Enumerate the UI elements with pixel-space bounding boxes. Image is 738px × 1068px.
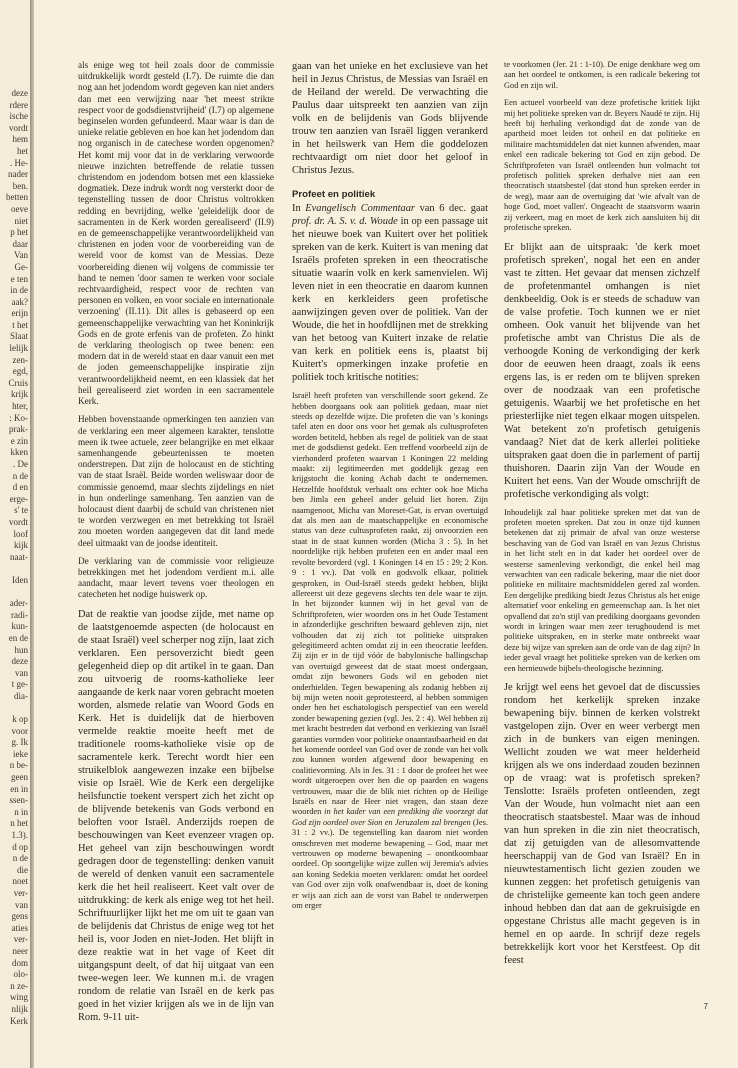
paragraph: Hebben bovenstaande opmerkingen ten aanzien van de verklaring een meer algemeen karakter, tenslotte meen ik twee actuele, zeer belangrijke en met elkaar samenhangende gebeurtenissen te moeten onderstrepen. Dat zijn de holocaust en de stichting van de staat Israël. Beide worden weliswaar door de commissie genoemd, maar slechts zijdelings en niet in hun onderlinge samenhang. Ten aanzien van de holocaust dient daarbij de schuld van christenen niet te worden verzwegen en met betrekking tot Israël zou moeten worden aangegeven dat dit land mede deel uitmaakt van de joodse identiteit. bbox=[78, 414, 274, 548]
previous-page-fragment: n de bbox=[12, 853, 28, 864]
section-heading: Profeet en politiek bbox=[292, 189, 376, 200]
column-middle bbox=[292, 60, 488, 919]
previous-page-fragment: ver- bbox=[13, 934, 28, 945]
previous-page-fragment: d en bbox=[12, 482, 28, 493]
previous-page-fragment: prak- bbox=[9, 424, 28, 435]
paragraph: Er blijkt aan de uitspraak: 'de kerk moet profetisch spreken', nogal het een en ander vast te zitten. Het gevaar dat mensen zichzelf de profetenmantel omhangen is niet denkbeeldig. Ook is er steeds de schaduw van de valse profetie. Toch kunnen we er niet omheen. Ook vanuit het blijvende van het profetische ambt van Christus Die als de verhoogde Koning de verkondiging der kerk door de eeuwen heen draagt, zoals ik eens ergens las, is er reden om te blijven spreken over de noodzaak van een profetische getuigenis. Waarbij we het profetische en het priesterlijke niet tegen elkaar mogen uitspelen. Wat betekent zo'n profetisch getuigenis vandaag? Niet dat de kerk allerlei politieke uitspraken gaat doen die in parlement of partij thuishoren. Daarin zijn Van der Woude en Kuitert het eens. Van der Woude omschrijft de profetische verkondiging als volgt: bbox=[504, 241, 700, 500]
paragraph: als enige weg tot heil zoals door de commissie uitdrukkelijk wordt gesteld (I.7). De ruimte die dan nog aan het jodendom wordt gegeven kan niet anders dan met een verwijzing naar 'het meest strikte respect voor de godsdienstvrijheid' (I.7) op algemene beginselen worden gefundeerd. Maar waar is dan de unieke relatie gebleven en hoe kan het jodendom dan nog organisch in de catechese worden opgenomen? Het komt mij voor dat in de verklaring verwoorde nieuwe inzichten betreffende de relatie tussen christendom en jodendom botsen met een klassieke dogmatiek. Deze indruk wordt nog versterkt door de tegenstelling tussen de door Christus voltrokken redding en bevrijding, welke 'geleidelijk door de sacramenten in de Kerk worden gerealiseerd' (II.9) en de gemeenschappelijke verantwoordelijkheid van christenen en joden voor de voorbereiding van de wereld voor de komst van de Messias. Deze voorbereiding dienen wij volgens de commissie ter hand te nemen 'door samen te werken voor sociale rechtvaardigheid, respect voor de rechten van personen en volken, en voor sociale en internationale verzoening' (II.11). Dit alles is gebaseerd op een gemeenschappelijke verwachting van het Koninkrijk Gods en de grote erfenis van de profeten. Zo hinkt de verklaring theologisch op twee benen: een modern dat in de wereld staat en daar vanuit een met de joden gemeenschappelijke inspiratie zijn verantwoordelijkheid neemt, en een klassiek dat het heil gerealiseerd ziet worden in een sacramentele Kerk. bbox=[78, 60, 274, 407]
previous-page-fragment: ader- bbox=[9, 598, 28, 609]
previous-page-fragment: n ze- bbox=[10, 980, 28, 991]
quotation: te voorkomen (Jer. 21 : 1-10). De enige denkbare weg om aan het oordeel te ontkomen, is een radicale bekering tot God en zijn wil. bbox=[504, 60, 700, 90]
previous-page-fragment: . He- bbox=[10, 157, 28, 168]
previous-page-fragment: betten bbox=[6, 192, 28, 203]
previous-page-fragment: aties bbox=[11, 922, 28, 933]
previous-page-fragment: erge- bbox=[9, 493, 28, 504]
previous-page-fragment: van bbox=[15, 899, 28, 910]
previous-page-fragment: n het bbox=[10, 818, 28, 829]
publication-title: Evangelisch Commentaar bbox=[305, 203, 415, 215]
document-page bbox=[34, 0, 738, 1068]
previous-page-fragment: nader bbox=[8, 169, 28, 180]
previous-page-fragment: naat- bbox=[10, 551, 28, 562]
previous-page-fragment: n de bbox=[12, 470, 28, 481]
previous-page-fragment: ssen- bbox=[9, 795, 28, 806]
previous-page-fragment: erijn bbox=[11, 308, 28, 319]
previous-page-fragment: dom bbox=[11, 957, 28, 968]
previous-page-fragment: Van bbox=[14, 250, 28, 261]
previous-page-fragment: 1.3). bbox=[11, 830, 28, 840]
previous-page-fragment: vordt bbox=[9, 122, 28, 133]
previous-page-fragment: hun bbox=[14, 644, 28, 655]
previous-page-fragment: die bbox=[17, 864, 28, 875]
paragraph: De verklaring van de commissie voor religieuze betrekkingen met het jodendom verdient m.i. alle aandacht, maar levert tevens voer theologen en catecheten het nodige huiswerk op. bbox=[78, 555, 274, 600]
previous-page-fragment: ieke bbox=[13, 748, 28, 759]
quotation: Een actueel voorbeeld van deze profetische kritiek lijkt mij het politieke spreken van dr. Beyers Naudé te zijn. Hij heeft bij herhaling verkondigd dat de zonde van de apartheid moet leiden tot onheil en dat politieke en militaire machtsmiddelen dat niet kunnen afwenden, maar enkel een radicale bekering tot God en zijn gebod. De Schriftprofeten van Israël ontleenden hun volmacht tot profetisch politiek spreken derhalve niet aan een theocratisch staatsbestel (dat stond hun spreken eerder in de weg), maar aan de overtuiging dat 'wie afvalt van de hoge God, moet vallen'. Ongeacht de staatsvorm waarin zij verkeert, mag en moet de kerk zich aansluiten bij dit profetische spreken. bbox=[504, 98, 700, 233]
paragraph: Je krijgt wel eens het gevoel dat de discussies rondom het kerkelijk spreken inzake bewapening bijv. binnen de kerken volstrekt vastgelopen zijn. Over en weer verbergt men zich in de bunkers van eigen meningen. Wellicht zouden we wat meer helderheid krijgen als we ons inderdaad zouden bezinnen op de vraag: wat is profetisch spreken? Tenslotte: Israëls profeten ontleenden, zegt Van der Woude, hun volmacht niet aan een theocratisch staatsbestel. Maar was de inhoud van hun spreken in die zin niet theocratisch, dat zij getuigden van de allesomvattende heerschappij van de God van Israël? En in nieuwtestamentisch licht gezien zouden we kunnen zeggen: het profetisch getuigenis van de christelijke gemeente kan toch geen andere inhoud hebben dan dat aan de gekruisigde en opgestane Christus alle macht gegeven is in hemel en op aarde. In schrijf deze regels betrekkelijk kort voor het Kerstfeest. Op dit feest bbox=[504, 682, 700, 966]
text: in op een passage uit het nieuwe boek van Kuitert over het politiek spreken van de kerk. Kuitert is van mening dat Israëls profeten spreken in een theocratische situatie waarin volk en kerk samenvielen. Wij leven niet in een theocratie en daarom kunnen kerk en kerkleiders geen profetische aanwijzingen geven over de politiek. Van der Woude, die het in hoofdlijnen met de strekking van het betoog van Kuitert inzake de relatie van kerk en politiek eens is, plaatst bij Kuitert's opmerkingen inzake profetie en politiek toch kritische notities: bbox=[292, 216, 488, 384]
previous-page-fragment: rdere bbox=[9, 99, 28, 110]
previous-page-fragment bbox=[0, 587, 30, 599]
previous-page-fragment: kken bbox=[10, 447, 28, 458]
paragraph bbox=[292, 202, 488, 384]
previous-page-fragment: oeve bbox=[11, 203, 28, 214]
quotation: Inhoudelijk zal haar politieke spreken met dat van de profeten moeten spreken. Dat zou in onze tijd kunnen betekenen dat zij primair de afval van onze westerse beschaving van de God van Israël en van Jezus Christus in het licht stelt en in dat kader het oordeel over de westerse samenleving verkondigt, die enkel heil mag verwachten van een radicale bekering, maar die niet door politieke en militaire machtsmiddelen gered zal worden. Een dergelijke prediking biedt Jezus Christus als het enige alternatief voor enkeling en gemeenschap aan. Is het niet opvallend dat zo'n stijl van prediking doorgaans gevonden wordt in kringen waar men zeer terughoudend is met politieke uitspraken, en in sterke mate ontbreekt waar deze bij wijze van spreken aan de orde van de dag zijn? In ieder geval vraagt het politieke spreken van de kerken om een hernieuwde bijbels-theologische bezinning. bbox=[504, 507, 700, 673]
previous-page-fragment: : Ko- bbox=[9, 412, 28, 423]
previous-page-fragment: k op bbox=[12, 714, 28, 725]
previous-page-fragment: hter, bbox=[12, 401, 28, 412]
previous-page-fragment: ische bbox=[9, 111, 28, 122]
previous-page-fragment: kijk bbox=[13, 540, 28, 551]
previous-page-fragment: voor bbox=[11, 725, 28, 736]
paragraph: Dat de reaktie van joodse zijde, met name op de laatstgenoemde aspecten (de holocaust en de staat Israël) veel scherper nog zijn, laat zich verklaren. Een persoverzicht biedt geen gelegenheid diep op dit artikel in te gaan. Dan zou uitvoerig de rooms-katholieke leer aangaande de kerk naar voren gebracht moeten worden, alsmede relatie van Woord Gods en Kerk. Het is duidelijk dat de hierboven vermelde reaktie moeite heeft met de traditionele rooms-katholieke visie op de sacramentele kerk. Terecht wordt hier een struikelblok aangewezen inzake een bijbelse visie op Israël. Wie de Kerk een dergelijke heilsfunctie toekent verspert zich het zicht op de blijvende betekenis van Gods verbond en beloften voor Israël. Anderzijds roepen de beschouwingen van Keet evenzeer vragen op. Het geheel van zijn beschouwingen wordt gedragen door de tegenstelling: denken vanuit de wereld of denken vanuit een sacramentele kerk die het heil realiseert. Keet valt over de uitdrukking: de kerk als enige weg tot het heil. Schriftuurlijker lijkt het me om uit te gaan van de belijdenis dat Christus de enige weg tot het heil is, voor Joden en niet-Joden. Het blijft in deze reaktie wat in het vage of Keet dit uitgangspunt deelt, of dat hij uitgaat van een twee-wegen leer. We kunnen m.i. de vragen rondom de relatie van Israël en de kerk pas goed in het vizier krijgen als we in de lijn van Rom. 9-11 uit- bbox=[78, 608, 274, 1023]
previous-page-fragment: in de bbox=[10, 285, 28, 296]
emphasis: in het kader van een prediking die voorzegt dat God zijn oordeel over Sion en Jeruzalem zal brengen bbox=[292, 807, 488, 827]
previous-page-fragment: Kerk bbox=[10, 1015, 28, 1026]
previous-page-fragment bbox=[0, 702, 30, 714]
previous-page-fragment: loof bbox=[13, 528, 28, 539]
previous-page-fragment: wing bbox=[10, 992, 28, 1003]
previous-page-fragment: n be- bbox=[9, 760, 28, 771]
author-name: prof. dr. A. S. v. d. Woude bbox=[292, 216, 398, 228]
previous-page-fragment: dia- bbox=[14, 690, 28, 701]
previous-page-fragment: Cruis bbox=[8, 377, 28, 388]
text: van 6 dec. gaat bbox=[414, 203, 488, 215]
previous-page-fragment: aak? bbox=[11, 296, 28, 307]
column-left bbox=[78, 60, 274, 1031]
previous-page-fragment: gens bbox=[11, 911, 28, 922]
previous-page-fragment: olo- bbox=[13, 969, 28, 980]
previous-page-fragment: krijk bbox=[11, 389, 28, 400]
previous-page-edge bbox=[0, 0, 31, 1068]
previous-page-fragment: deze bbox=[11, 88, 28, 98]
previous-page-fragment bbox=[0, 563, 30, 575]
previous-page-fragment: s' te bbox=[14, 505, 28, 516]
text: In bbox=[292, 203, 306, 215]
previous-page-fragment: kun- bbox=[11, 621, 28, 632]
previous-page-fragment: geen bbox=[11, 772, 28, 783]
previous-page-fragment: Slaat bbox=[10, 331, 28, 342]
quotation bbox=[292, 391, 488, 911]
previous-page-fragment: ben. bbox=[12, 180, 28, 191]
previous-page-fragment: p het bbox=[10, 227, 28, 238]
previous-page-fragment: zen- bbox=[12, 354, 28, 365]
previous-page-fragment: en in bbox=[10, 783, 28, 794]
previous-page-fragment: e ten bbox=[10, 273, 28, 284]
previous-page-fragment: vordt bbox=[9, 516, 28, 527]
previous-page-fragment: noet bbox=[12, 876, 28, 887]
text: Israël heeft profeten van verschillende soort gekend. Ze hebben doorgaans ook aan politiek gedaan, maar niet steeds op dezelfde wijze. Die profeten die van 's konings tafel aten en door ons voor het gemak als cultusprofeten worden betiteld, hebben als regel de politiek van de staat met de godsdienst gedekt. Een treffend voorbeeld zijn de vierhonderd profeten waarvan 1 Koningen 22 melding maakt: zij legitimeerden met goddelijk gezag een krijgstocht die koning Achab dacht te ondernemen. Hetzelfde hoofdstuk verhaalt ons echter ook hoe Micha ben Jimla een geheel ander geluid liet horen. Zijn naamgenoot, Micha van Moreset-Gat, is ervan overtuigd dat als men aan de maatschappelijke en economische status van deze cultusprofeten raakt, zij onvoorzien een staat in de staat kunnen worden (Micha 3 : 5). In het noordelijke rijk hebben profeten een en ander maal een revolte bevorderd (vgl. 1 Koningen 14 en 15 : 29; 2 Kon. 9 : 1 vv.). Dat volk en godsvolk elkaar, politiek gesproken, in Oud-Israël steeds gedekt hebben, blijkt allereerst uit deze gegevens slechts ten dele waar te zijn. In het bijzonder kunnen wij in het geval van de Schriftprofeten, wier woorden ons in het Oude Testament in afzonderlijke geschriften bewaard gebleven zijn, niet volhouden dat zij zich tot politieke uitspraken gelegitimeerd achten omdat zij in een theocratie leefden. Zij zijn er in de tijd vóór de babylonische ballingschap van overtuigd geweest dat de staat moest ondergaan, omdat zijn bewoners Gods wil en geboden niet onderhielden. Tegen bewapening als zodanig hebben zij bij mijn weten nooit geprotesteerd, al hebben sommigen onder hen het eschatologisch perspectief van een wereld zonder bewapening gezien (vgl. Jes. 2 : 4). Wel hebben zij met kracht bestreden dat verbond en verkiezing van Israël garanties vormden voor politieke onaantastbaarheid en dat het komende oordeel van God over de zonde van het volk zou kunnen worden afgewend door bewapening en coalitievorming. Als in Jes. 31 : 1 door de profeet het wee wordt uitgeroepen over hen die op paarden en wagens vertrouwen, maar die de blik niet richten op de Heilige Israëls en naar de Heer niet vragen, dan staan deze woorden bbox=[292, 391, 488, 817]
previous-page-fragment: . De bbox=[13, 459, 28, 469]
previous-page-fragment: Ge- bbox=[14, 261, 28, 272]
column-right bbox=[504, 60, 700, 974]
previous-page-fragment: d op bbox=[12, 841, 28, 852]
previous-page-fragment: nlijk bbox=[11, 1003, 28, 1014]
previous-page-fragment: neer bbox=[12, 945, 28, 956]
previous-page-fragment: radi- bbox=[11, 609, 28, 620]
previous-page-fragment: hem bbox=[12, 134, 28, 145]
previous-page-fragment: g. Ik bbox=[11, 737, 28, 748]
previous-page-fragment: van bbox=[15, 667, 28, 678]
previous-page-fragment: n in bbox=[14, 806, 28, 817]
previous-page-fragment: lelijk bbox=[9, 343, 28, 354]
previous-page-fragment: daar bbox=[12, 238, 28, 249]
text: (Jes. 31 : 2 vv.). De tegenstelling kan daarom niet worden omschreven met moderne bewapening – God, maar met vertrouwen op moderne bewapening – onontkoombaar oordeel. Op soortgelijke wijze zullen wij Jeremia's advies aan koning Sedekia moeten verklaren: omdat het oordeel van God over zijn volk onafwendbaar is, doet de koning er wijs aan zich aan de vorst van Babel te onderwerpen om erger bbox=[292, 817, 489, 911]
previous-page-fragment: e zin bbox=[10, 435, 28, 446]
previous-page-fragment: t ge- bbox=[11, 679, 28, 690]
previous-page-fragment: t het bbox=[12, 319, 28, 330]
paragraph: gaan van het unieke en het exclusieve van het heil in Jezus Christus, de Messias van Israël en de Heiland der wereld. De verwachting die Paulus daar uitspreekt ten aanzien van zijn volk en de belijdenis van Gods blijvende trouw ten aanzien van Israël liggen verankerd in het heilswerk van Hem die goddelozen rechtvaardigt om niet door het geloof in Christus Jezus. bbox=[292, 61, 488, 176]
previous-page-fragment: ver- bbox=[13, 887, 28, 898]
previous-page-fragment: het bbox=[17, 145, 28, 156]
previous-page-fragment: en de bbox=[8, 632, 28, 643]
previous-page-fragment: niet bbox=[14, 215, 28, 226]
previous-page-fragment: egd, bbox=[12, 366, 28, 377]
previous-page-fragment: deze bbox=[11, 656, 28, 667]
page-number: 7 bbox=[703, 1002, 708, 1011]
previous-page-fragment: Iden bbox=[12, 574, 28, 585]
